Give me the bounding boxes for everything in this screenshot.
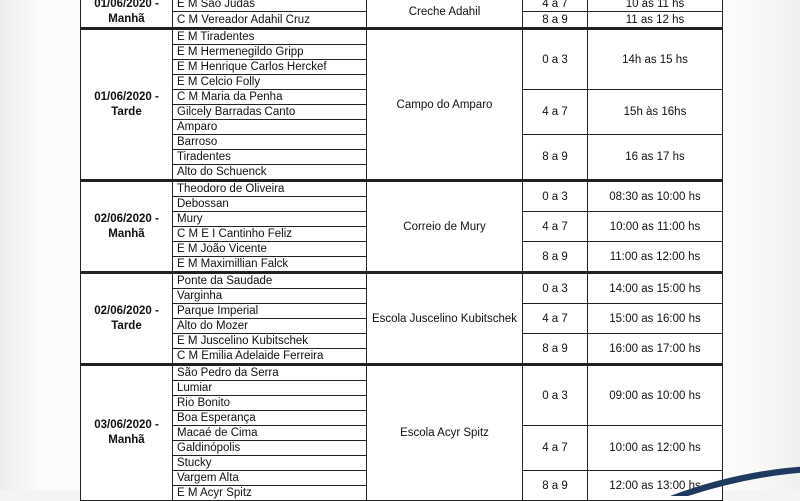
corner-decoration-graphic [670,466,800,496]
age-range: 0 a 3 [523,181,588,212]
school-name: E M São Judas [173,0,367,12]
session-date-cell [81,273,173,365]
school-name: Lumiar [173,381,367,396]
age-range: 0 a 3 [523,29,588,90]
time-slot: 16 as 17 hs [588,135,723,181]
session-date: 01/06/2020 - [94,0,159,10]
time-slot: 08:30 as 10:00 hs [588,181,723,212]
school-name: Debossan [173,197,367,212]
school-name: E M Acyr Spitz [173,486,367,501]
school-name: C M Vereador Adahil Cruz [173,12,367,29]
school-name: E M Celcio Folly [173,75,367,90]
school-name: Tiradentes [173,150,367,165]
age-range: 8 a 9 [523,471,588,501]
age-range: 8 a 9 [523,242,588,273]
session-date: 01/06/2020 - [94,90,159,103]
school-name: Macaé de Cima [173,426,367,441]
time-slot: 10:00 as 11:00 hs [588,212,723,242]
school-name: Alto do Mozer [173,319,367,334]
age-range: 8 a 9 [523,12,588,29]
session-period: Manhã [108,227,145,240]
school-name: Parque Imperial [173,304,367,319]
age-range: 8 a 9 [523,135,588,181]
time-slot: 11:00 as 12:00 hs [588,242,723,273]
school-name: E M João Vicente [173,242,367,257]
table-row [81,273,723,289]
session-date: 03/06/2020 - [94,419,159,431]
session-period: Manhã [108,434,145,446]
time-slot: 09:00 as 10:00 hs [588,365,723,426]
vaccination-location: Escola Acyr Spitz [367,365,523,501]
time-slot: 14h as 15 hs [588,29,723,90]
age-range: 4 a 7 [523,426,588,471]
school-name: Barroso [173,135,367,150]
school-name: Amparo [173,120,367,135]
time-slot: 12:00 as 13:00 hs [588,471,723,501]
vaccination-location: Escola Juscelino Kubitschek [367,273,523,365]
age-range: 8 a 9 [523,334,588,365]
time-slot: 11 as 12 hs [588,12,723,29]
table-row [81,29,723,45]
school-name: E M Hermenegildo Gripp [173,45,367,60]
session-date-cell [81,29,173,181]
table-row [81,365,723,381]
school-name: Rio Bonito [173,396,367,411]
vaccination-schedule-table [80,0,723,501]
vaccination-location: Campo do Amparo [367,29,523,181]
school-name: Alto do Schuenck [173,165,367,181]
school-name: Vargem Alta [173,471,367,486]
time-slot: 10 as 11 hs [588,0,723,12]
age-range: 4 a 7 [523,304,588,334]
table-row [81,0,723,12]
session-date: 02/06/2020 - [94,212,159,225]
school-name: Boa Esperança [173,411,367,426]
session-date-cell [81,181,173,273]
school-name: Varginha [173,289,367,304]
time-slot: 15h às 16hs [588,90,723,135]
school-name: Galdinópolis [173,441,367,456]
time-slot: 10:00 as 12:00 hs [588,426,723,471]
school-name: Mury [173,212,367,227]
age-range: 0 a 3 [523,365,588,426]
session-date-cell [81,0,173,29]
school-name: Ponte da Saudade [173,273,367,289]
school-name: Stucky [173,456,367,471]
school-name: Theodoro de Oliveira [173,181,367,197]
session-period: Tarde [111,105,142,118]
session-period: Tarde [111,319,142,332]
session-period: Manhã [108,13,145,25]
age-range: 0 a 3 [523,273,588,304]
time-slot: 14:00 as 15:00 hs [588,273,723,304]
school-name: C M Maria da Penha [173,90,367,105]
age-range: 4 a 7 [523,0,588,12]
school-name: C M E I Cantinho Feliz [173,227,367,242]
school-name: E M Henrique Carlos Herckef [173,60,367,75]
session-date: 02/06/2020 - [94,304,159,317]
vaccination-location: Correio de Mury [367,181,523,273]
time-slot: 16:00 as 17:00 hs [588,334,723,365]
school-name: São Pedro da Serra [173,365,367,381]
school-name: C M Emilia Adelaide Ferreira [173,349,367,365]
school-name: Gilcely Barradas Canto [173,105,367,120]
age-range: 4 a 7 [523,90,588,135]
school-name: E M Juscelino Kubitschek [173,334,367,349]
school-name: E M Tiradentes [173,29,367,45]
school-name: E M Maximillian Falck [173,257,367,273]
session-date-cell [81,365,173,501]
time-slot: 15:00 as 16:00 hs [588,304,723,334]
table-row [81,181,723,197]
age-range: 4 a 7 [523,212,588,242]
vaccination-location: Creche Adahil [367,0,523,29]
